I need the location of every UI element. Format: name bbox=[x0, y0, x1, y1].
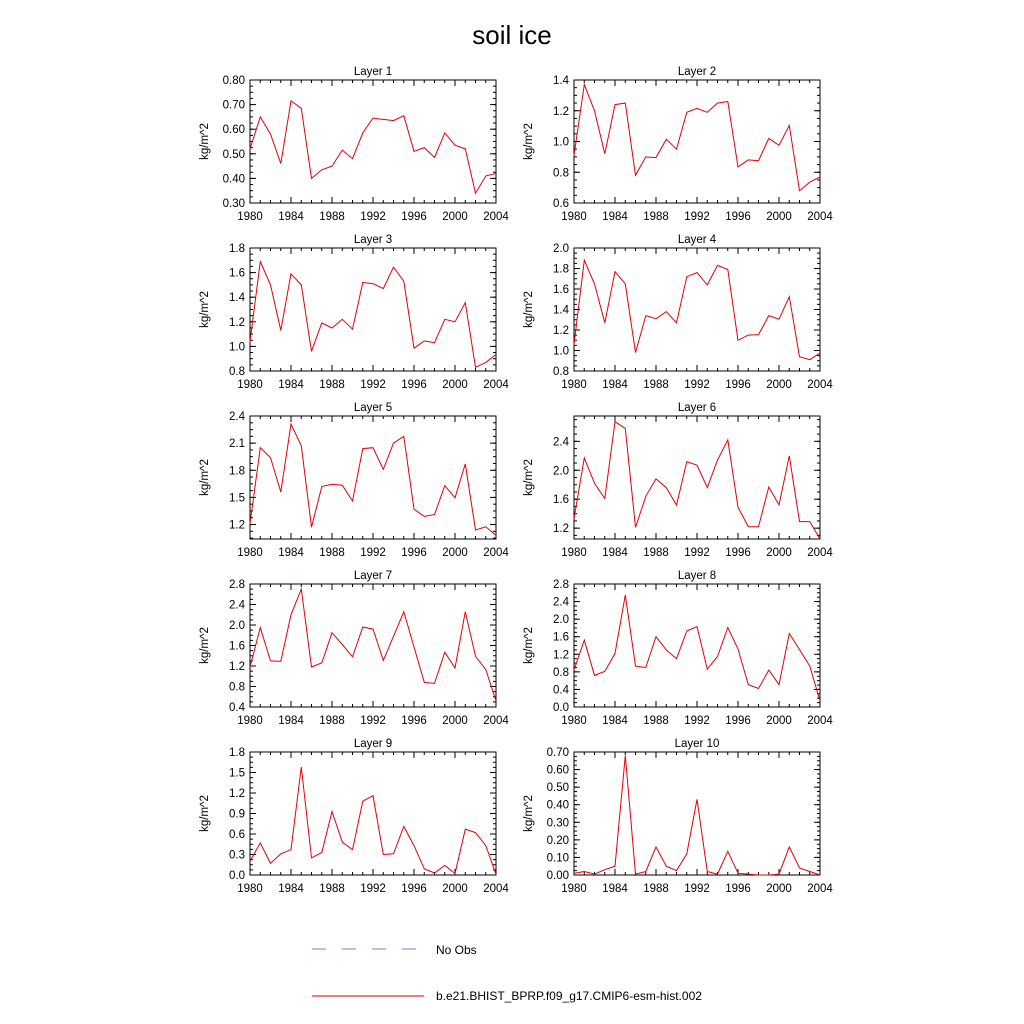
y-tick-label: 0.0 bbox=[229, 870, 245, 882]
y-axis-label-1: kg/m^2 bbox=[199, 123, 211, 160]
x-tick-label: 1980 bbox=[237, 379, 263, 391]
series-line-layer-8 bbox=[574, 595, 820, 701]
x-tick-label: 1980 bbox=[561, 715, 587, 727]
panels bbox=[199, 66, 833, 895]
y-tick-label: 1.2 bbox=[553, 649, 569, 662]
y-tick-label: 1.2 bbox=[229, 519, 245, 532]
plot-frame-2 bbox=[574, 80, 820, 203]
x-tick-label: 1992 bbox=[684, 379, 710, 391]
panel-layer-7 bbox=[199, 570, 509, 727]
x-tick-label: 2004 bbox=[807, 211, 833, 223]
y-tick-label: 2.0 bbox=[229, 620, 245, 632]
y-tick-label: 0.0 bbox=[553, 702, 569, 714]
y-tick-label: 1.0 bbox=[229, 341, 245, 354]
panel-title-1: Layer 1 bbox=[353, 66, 393, 78]
x-tick-label: 1996 bbox=[401, 547, 427, 559]
x-tick-label: 2000 bbox=[442, 883, 468, 895]
series-line-layer-10 bbox=[574, 756, 820, 876]
x-tick-label: 1984 bbox=[278, 547, 304, 559]
y-tick-label: 0.8 bbox=[553, 167, 569, 180]
series-line-layer-7 bbox=[250, 589, 496, 701]
series-line-layer-6 bbox=[574, 422, 820, 539]
x-tick-label: 1980 bbox=[561, 547, 587, 559]
legend-model-label: b.e21.BHIST_BPRP.f09_g17.CMIP6-esm-hist.002 bbox=[436, 989, 702, 1003]
x-tick-label: 1984 bbox=[602, 547, 628, 559]
y-tick-label: 1.6 bbox=[229, 267, 245, 280]
x-tick-label: 1988 bbox=[319, 211, 345, 223]
x-tick-label: 1992 bbox=[684, 883, 710, 895]
y-axis-label-5: kg/m^2 bbox=[199, 459, 211, 496]
y-tick-label: 0.80 bbox=[222, 75, 245, 87]
y-tick-label: 0.8 bbox=[229, 681, 245, 694]
panel-layer-5 bbox=[199, 402, 509, 559]
y-tick-label: 1.8 bbox=[229, 465, 245, 478]
x-tick-label: 2004 bbox=[807, 547, 833, 559]
y-tick-label: 1.4 bbox=[553, 75, 569, 87]
x-tick-label: 2004 bbox=[807, 883, 833, 895]
x-tick-label: 2000 bbox=[766, 547, 792, 559]
panel-layer-2 bbox=[523, 66, 833, 223]
x-tick-label: 1992 bbox=[360, 547, 386, 559]
panel-layer-4 bbox=[523, 234, 833, 391]
y-tick-label: 1.2 bbox=[229, 661, 245, 673]
x-tick-label: 1980 bbox=[561, 211, 587, 223]
x-tick-label: 1992 bbox=[360, 715, 386, 727]
plot-frame-10 bbox=[574, 752, 820, 875]
x-tick-label: 1980 bbox=[237, 715, 263, 727]
panel-title-5: Layer 5 bbox=[353, 402, 393, 414]
y-tick-label: 2.4 bbox=[553, 596, 569, 609]
y-axis-label-10: kg/m^2 bbox=[523, 795, 535, 832]
x-tick-label: 1980 bbox=[237, 211, 263, 223]
y-tick-label: 0.8 bbox=[553, 666, 569, 679]
y-tick-label: 0.9 bbox=[229, 808, 245, 821]
y-tick-label: 0.00 bbox=[546, 870, 569, 882]
x-tick-label: 2000 bbox=[442, 547, 468, 559]
y-tick-label: 1.0 bbox=[553, 136, 569, 149]
panel-title-8: Layer 8 bbox=[677, 570, 717, 582]
y-tick-label: 0.4 bbox=[553, 684, 569, 697]
y-tick-label: 1.6 bbox=[553, 494, 569, 507]
x-tick-label: 2004 bbox=[483, 883, 509, 895]
x-tick-label: 1988 bbox=[643, 883, 669, 895]
x-tick-label: 1984 bbox=[602, 715, 628, 727]
x-tick-label: 2004 bbox=[483, 715, 509, 727]
y-axis-label-7: kg/m^2 bbox=[199, 627, 211, 664]
x-tick-label: 2004 bbox=[483, 211, 509, 223]
y-axis-label-3: kg/m^2 bbox=[199, 291, 211, 328]
x-tick-label: 2004 bbox=[483, 379, 509, 391]
y-tick-label: 0.8 bbox=[553, 366, 569, 378]
x-tick-label: 1980 bbox=[237, 547, 263, 559]
panel-layer-6 bbox=[523, 402, 833, 559]
y-tick-label: 2.4 bbox=[229, 599, 245, 612]
y-tick-label: 2.4 bbox=[553, 436, 569, 449]
panel-layer-9 bbox=[199, 738, 509, 895]
y-axis-label-8: kg/m^2 bbox=[523, 627, 535, 664]
y-tick-label: 0.4 bbox=[229, 702, 245, 714]
series-line-layer-4 bbox=[574, 260, 820, 359]
y-tick-label: 0.30 bbox=[222, 198, 245, 210]
x-tick-label: 1984 bbox=[278, 883, 304, 895]
x-tick-label: 1984 bbox=[602, 211, 628, 223]
y-tick-label: 0.60 bbox=[222, 124, 245, 137]
x-tick-label: 1984 bbox=[602, 379, 628, 391]
x-tick-label: 2004 bbox=[807, 379, 833, 391]
plot-frame-3 bbox=[250, 248, 496, 371]
x-tick-label: 1992 bbox=[360, 211, 386, 223]
y-tick-label: 1.6 bbox=[553, 284, 569, 296]
y-tick-label: 0.40 bbox=[546, 799, 569, 812]
x-tick-label: 1988 bbox=[643, 715, 669, 727]
x-tick-label: 2000 bbox=[442, 379, 468, 391]
series-line-layer-5 bbox=[250, 424, 496, 535]
x-tick-label: 2000 bbox=[442, 715, 468, 727]
y-tick-label: 2.8 bbox=[229, 579, 245, 591]
y-tick-label: 0.6 bbox=[229, 829, 245, 841]
y-tick-label: 2.8 bbox=[553, 579, 569, 591]
x-tick-label: 1992 bbox=[360, 883, 386, 895]
y-tick-label: 0.20 bbox=[546, 834, 569, 847]
y-tick-label: 1.8 bbox=[229, 747, 245, 759]
x-tick-label: 1996 bbox=[725, 547, 751, 559]
y-tick-label: 0.50 bbox=[546, 782, 569, 795]
x-tick-label: 1996 bbox=[725, 883, 751, 895]
panel-title-3: Layer 3 bbox=[353, 234, 393, 246]
x-tick-label: 1980 bbox=[561, 379, 587, 391]
x-tick-label: 2000 bbox=[766, 379, 792, 391]
x-tick-label: 1988 bbox=[319, 715, 345, 727]
y-tick-label: 2.4 bbox=[229, 411, 245, 423]
y-tick-label: 1.0 bbox=[553, 345, 569, 358]
y-tick-label: 0.40 bbox=[222, 173, 245, 186]
x-tick-label: 1984 bbox=[278, 211, 304, 223]
y-tick-label: 2.0 bbox=[553, 465, 569, 478]
x-tick-label: 1988 bbox=[643, 547, 669, 559]
y-tick-label: 1.2 bbox=[229, 316, 245, 329]
y-tick-label: 0.30 bbox=[546, 817, 569, 830]
x-tick-label: 1992 bbox=[684, 211, 710, 223]
series-line-layer-3 bbox=[250, 262, 496, 368]
x-tick-label: 1984 bbox=[278, 715, 304, 727]
x-tick-label: 1980 bbox=[237, 883, 263, 895]
panel-title-2: Layer 2 bbox=[677, 66, 717, 78]
y-axis-label-4: kg/m^2 bbox=[523, 291, 535, 328]
y-tick-label: 1.5 bbox=[229, 767, 245, 780]
y-tick-label: 0.50 bbox=[222, 148, 245, 161]
panel-title-7: Layer 7 bbox=[353, 570, 393, 582]
x-tick-label: 1992 bbox=[684, 547, 710, 559]
x-tick-label: 1988 bbox=[319, 547, 345, 559]
y-axis-label-2: kg/m^2 bbox=[523, 123, 535, 160]
y-tick-label: 2.0 bbox=[553, 614, 569, 627]
series-line-layer-9 bbox=[250, 767, 496, 874]
y-tick-label: 1.8 bbox=[229, 243, 245, 255]
x-tick-label: 2000 bbox=[766, 211, 792, 223]
y-tick-label: 1.2 bbox=[553, 325, 569, 337]
x-tick-label: 1988 bbox=[319, 883, 345, 895]
y-tick-label: 2.1 bbox=[229, 438, 245, 451]
y-tick-label: 1.6 bbox=[553, 631, 569, 644]
series-line-layer-2 bbox=[574, 85, 820, 191]
panel-title-10: Layer 10 bbox=[674, 738, 720, 750]
x-tick-label: 1980 bbox=[561, 883, 587, 895]
legend bbox=[312, 943, 702, 1003]
panel-title-4: Layer 4 bbox=[677, 234, 717, 246]
series-line-layer-1 bbox=[250, 101, 496, 193]
panel-layer-8 bbox=[523, 570, 833, 727]
plot-frame-5 bbox=[250, 416, 496, 539]
legend-no-obs-label: No Obs bbox=[436, 943, 477, 957]
y-tick-label: 2.0 bbox=[553, 243, 569, 255]
x-tick-label: 1996 bbox=[725, 715, 751, 727]
y-axis-label-6: kg/m^2 bbox=[523, 459, 535, 496]
plot-frame-1 bbox=[250, 80, 496, 203]
y-tick-label: 0.60 bbox=[546, 764, 569, 777]
x-tick-label: 1988 bbox=[643, 211, 669, 223]
x-tick-label: 1988 bbox=[643, 379, 669, 391]
y-tick-label: 0.3 bbox=[229, 849, 245, 862]
y-tick-label: 1.8 bbox=[553, 263, 569, 276]
x-tick-label: 1996 bbox=[401, 715, 427, 727]
plot-frame-8 bbox=[574, 584, 820, 707]
x-tick-label: 1996 bbox=[401, 211, 427, 223]
x-tick-label: 2000 bbox=[766, 715, 792, 727]
x-tick-label: 2004 bbox=[807, 715, 833, 727]
panel-title-6: Layer 6 bbox=[677, 402, 717, 414]
y-tick-label: 1.6 bbox=[229, 640, 245, 653]
x-tick-label: 2000 bbox=[766, 883, 792, 895]
x-tick-label: 1992 bbox=[684, 715, 710, 727]
y-tick-label: 0.8 bbox=[229, 366, 245, 378]
y-tick-label: 0.70 bbox=[222, 99, 245, 112]
panel-layer-10 bbox=[523, 738, 833, 895]
y-tick-label: 1.5 bbox=[229, 492, 245, 505]
x-tick-label: 1996 bbox=[725, 211, 751, 223]
x-tick-label: 1984 bbox=[278, 379, 304, 391]
x-tick-label: 1992 bbox=[360, 379, 386, 391]
figure-title: soil ice bbox=[472, 20, 552, 50]
x-tick-label: 2004 bbox=[483, 547, 509, 559]
y-tick-label: 0.70 bbox=[546, 747, 569, 759]
y-tick-label: 1.4 bbox=[229, 292, 245, 305]
x-tick-label: 1996 bbox=[401, 379, 427, 391]
x-tick-label: 2000 bbox=[442, 211, 468, 223]
y-tick-label: 0.10 bbox=[546, 852, 569, 865]
y-tick-label: 1.2 bbox=[229, 788, 245, 800]
panel-layer-1 bbox=[199, 66, 509, 223]
y-tick-label: 1.4 bbox=[553, 304, 569, 317]
x-tick-label: 1984 bbox=[602, 883, 628, 895]
y-tick-label: 1.2 bbox=[553, 523, 569, 536]
panel-title-9: Layer 9 bbox=[353, 738, 393, 750]
x-tick-label: 1996 bbox=[401, 883, 427, 895]
y-axis-label-9: kg/m^2 bbox=[199, 795, 211, 832]
panel-layer-3 bbox=[199, 234, 509, 391]
y-tick-label: 0.6 bbox=[553, 198, 569, 210]
plot-frame-6 bbox=[574, 416, 820, 539]
x-tick-label: 1988 bbox=[319, 379, 345, 391]
y-tick-label: 1.2 bbox=[553, 105, 569, 118]
x-tick-label: 1996 bbox=[725, 379, 751, 391]
